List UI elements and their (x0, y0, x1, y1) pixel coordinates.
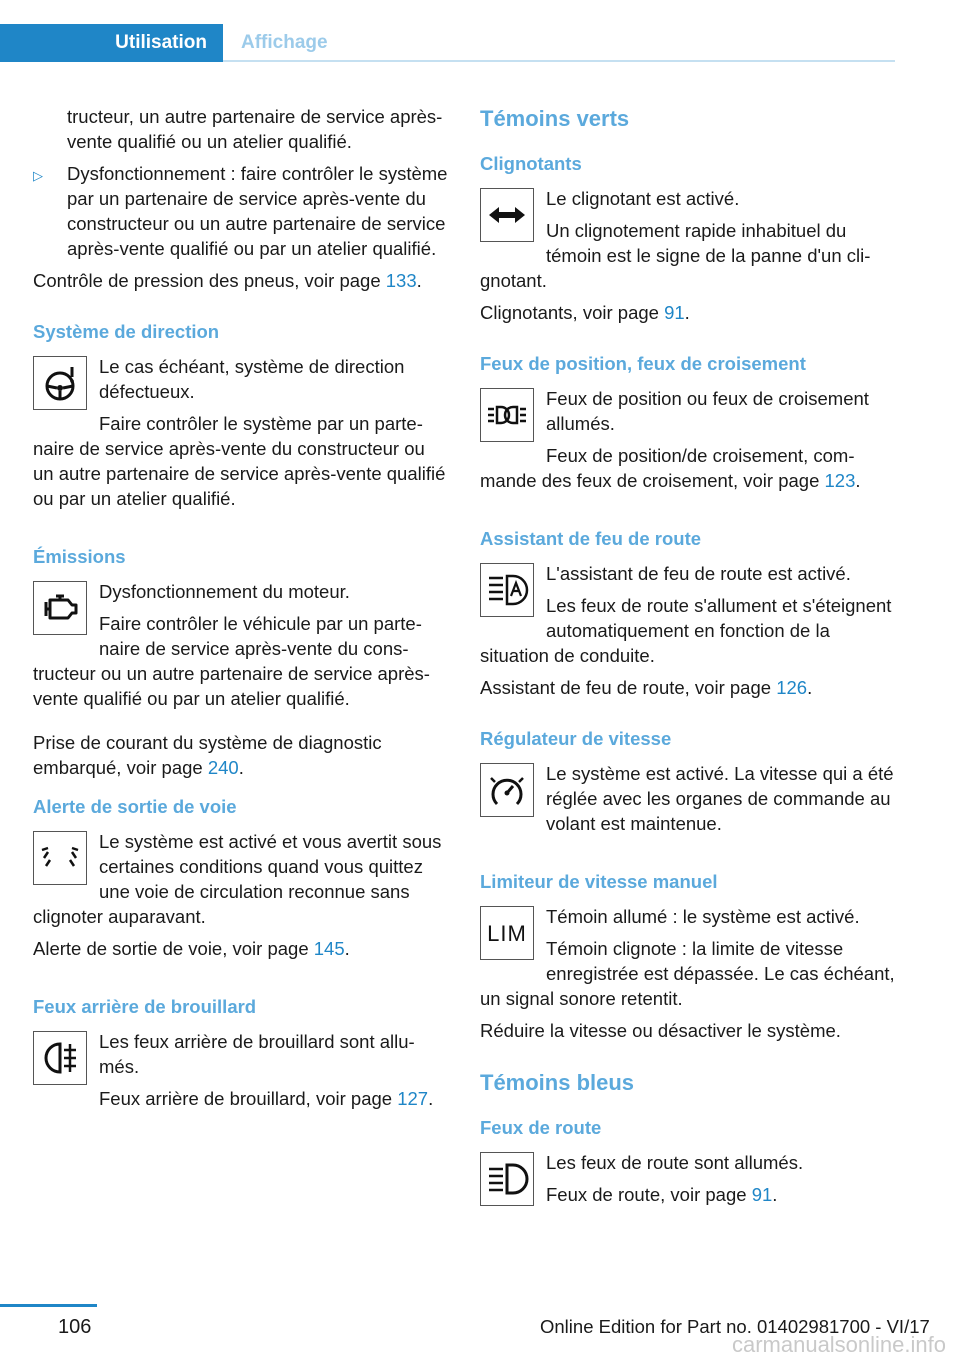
lane-p2: Alerte de sortie de voie, voir page 145. (33, 938, 350, 959)
footer-rule (0, 1304, 97, 1307)
watermark: carmanualsonline.info (731, 1332, 946, 1357)
triangle-bullet-icon: ▷ (33, 168, 43, 183)
heading-limiter: Limiteur de vitesse manuel (480, 871, 718, 892)
emissions-p3: Prise de courant du système de diagnostic embarqué, voir page 240. (33, 732, 382, 778)
tab-affichage[interactable]: Affichage (241, 32, 328, 53)
link-page-127[interactable]: 127 (397, 1088, 429, 1109)
heading-blue: Témoins bleus (480, 1070, 635, 1095)
link-page-126[interactable]: 126 (776, 677, 808, 698)
pressure-ref: Contrôle de pression des pneus, voir page 133. (33, 270, 422, 291)
cruise-control-icon (480, 763, 534, 817)
steering-warning-icon (33, 356, 87, 410)
limiter-p3: Réduire la vitesse ou désactiver le système. (480, 1020, 841, 1041)
highbeam-assist-p3: Assistant de feu de route, voir page 126. (480, 677, 813, 698)
turn-p2: Un clignotement rapide inhabituel du témoin est le signe de la panne d'un clignotant. (480, 220, 871, 291)
highbeam-assist-icon (480, 563, 534, 617)
highbeam-p1: Les feux de route sont allumés. (546, 1152, 804, 1173)
link-page-133[interactable]: 133 (385, 270, 417, 291)
link-page-123[interactable]: 123 (824, 470, 856, 491)
tab-underline (223, 60, 895, 62)
heading-green: Témoins verts (480, 106, 630, 131)
limiter-p2: Témoin clignote : la limite de vitesse enregistrée est dépassée. Le cas échéant, un signal sonore retentit. (480, 938, 895, 1009)
heading-steering: Système de direction (33, 321, 220, 342)
bullet-item (33, 161, 448, 261)
left-column (33, 104, 448, 1118)
position-p1: Feux de position ou feux de croisement allumés. (546, 388, 869, 434)
fog-p1: Les feux arrière de brouillard sont allumés. (99, 1031, 415, 1077)
limiter-p1: Témoin allumé : le système est activé. (546, 906, 860, 927)
turn-signal-icon (480, 188, 534, 242)
heading-emissions: Émissions (33, 546, 126, 567)
highbeam-p2: Feux de route, voir page 91. (546, 1184, 778, 1205)
engine-icon (33, 581, 87, 635)
continued-text: tructeur, un autre partenaire de service après-vente qualifié ou un atelier qualifié. (67, 106, 443, 152)
right-column (480, 101, 895, 1214)
heading-turn: Clignotants (480, 153, 582, 174)
emissions-p2: Faire contrôler le véhicule par un partenaire de service après-vente du constructeur ou un autre partenaire de service après-vente qualifié ou par un atelier qualifié. (33, 613, 430, 709)
emissions-p1: Dysfonctionnement du moteur. (99, 581, 350, 602)
highbeam-assist-p1: L'assistant de feu de route est activé. (546, 563, 851, 584)
heading-fog: Feux arrière de brouillard (33, 996, 257, 1017)
heading-highbeam-assist: Assistant de feu de route (480, 528, 702, 549)
edition-text: Online Edition for Part no. 01402981700 - VI/17 (540, 1316, 930, 1337)
steering-p2: Faire contrôler le système par un partenaire de service après-vente du constructeur ou un autre partenaire de service après-vente qualifié ou par un atelier qualifié. (33, 413, 446, 509)
rear-fog-icon (33, 1031, 87, 1085)
lane-departure-icon (33, 831, 87, 885)
steering-p1: Le cas échéant, système de direction défectueux. (99, 356, 405, 402)
tab-utilisation[interactable]: Utilisation (0, 24, 223, 62)
heading-position: Feux de position, feux de croisement (480, 353, 806, 374)
heading-lane: Alerte de sortie de voie (33, 796, 237, 817)
heading-highbeam: Feux de route (480, 1117, 602, 1138)
highbeam-assist-p2: Les feux de route s'allument et s'éteignent automatiquement en fonction de la situation de conduite. (480, 595, 892, 666)
page-number: 106 (58, 1316, 92, 1338)
position-lights-icon (480, 388, 534, 442)
cruise-p1: Le système est activé. La vitesse qui a été réglée avec les organes de commande au volant est maintenue. (546, 763, 894, 834)
fog-p2: Feux arrière de brouillard, voir page 127. (99, 1088, 434, 1109)
link-page-91-highbeam[interactable]: 91 (751, 1184, 773, 1205)
link-page-91-turn[interactable]: 91 (664, 302, 685, 323)
turn-p3: Clignotants, voir page 91. (480, 302, 690, 323)
header-tabs (0, 24, 895, 62)
lane-p1: Le système est activé et vous avertit sous certaines conditions quand vous quittez une voie de circulation reconnue sans clignoter auparavant. (33, 831, 442, 927)
heading-cruise: Régulateur de vitesse (480, 728, 672, 749)
link-page-240[interactable]: 240 (207, 757, 239, 778)
turn-p1: Le clignotant est activé. (546, 188, 740, 209)
position-p2: Feux de position/de croisement, commande des feux de croisement, voir page 123. (480, 445, 861, 491)
bullet-text: Dysfonctionnement : faire contrôler le système par un partenaire de service après-vente du constructeur ou un autre partenaire de service après-vente qualifié ou par un atelier qualifié. (67, 163, 448, 259)
limiter-lim-icon: LIM (480, 906, 534, 960)
highbeam-icon (480, 1152, 534, 1206)
link-page-145[interactable]: 145 (313, 938, 345, 959)
